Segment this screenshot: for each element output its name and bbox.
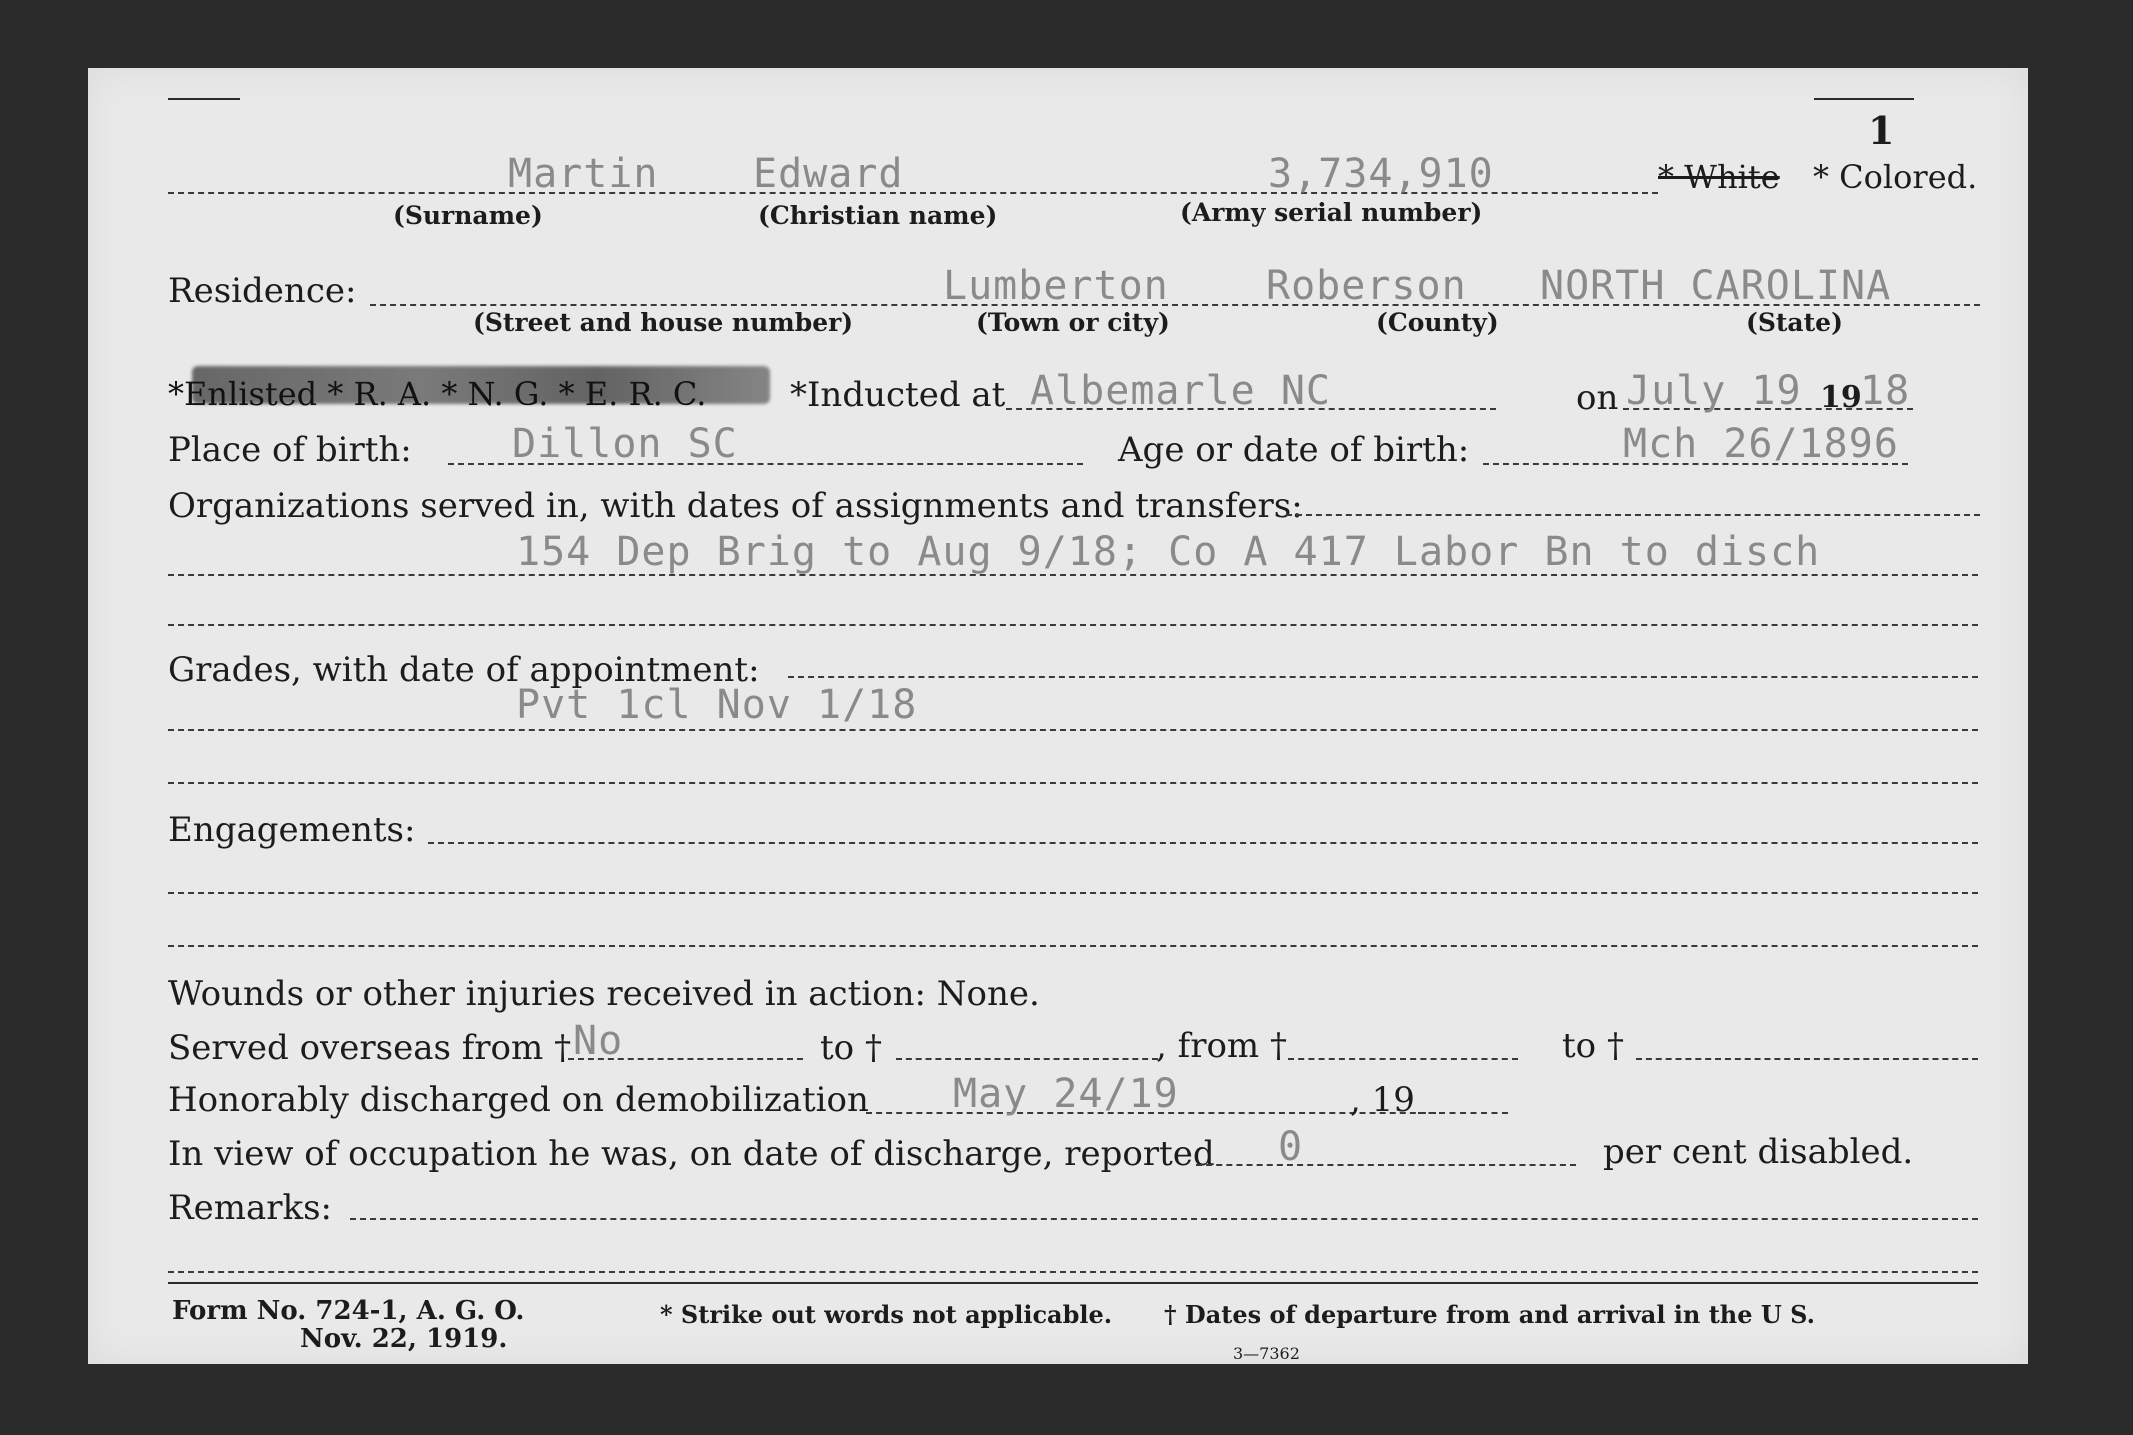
engagements-line-1 <box>428 842 1978 844</box>
strike-note: * Strike out words not applicable. <box>660 1300 1113 1329</box>
remarks-label: Remarks: <box>168 1188 332 1228</box>
inducted-year: 18 <box>1860 368 1911 414</box>
overseas-to-2: to † <box>1562 1026 1624 1066</box>
remarks-line-2 <box>168 1271 1978 1273</box>
residence-county: Roberson <box>1266 263 1467 309</box>
overseas-label: Served overseas from † <box>168 1028 572 1068</box>
overseas-from-2: , from † <box>1156 1026 1287 1066</box>
engagements-line-2 <box>168 892 1978 894</box>
grades-label: Grades, with date of appointment: <box>168 650 760 690</box>
street-caption: (Street and house number) <box>473 308 854 337</box>
footer-rule <box>168 1282 1978 1284</box>
organizations-line-1 <box>1286 514 1980 516</box>
overseas-value: No <box>573 1018 624 1064</box>
form-number: Form No. 724-1, A. G. O. <box>172 1296 525 1326</box>
birth-place: Dillon SC <box>512 421 738 467</box>
top-left-mark <box>168 98 240 100</box>
residence-town: Lumberton <box>943 263 1169 309</box>
overseas-to-line-1 <box>896 1058 1158 1060</box>
inducted-date: July 19 <box>1626 368 1802 414</box>
grades-line-1 <box>788 676 1978 678</box>
discharge-label: Honorably discharged on demobilization <box>168 1080 869 1120</box>
form-date: Nov. 22, 1919. <box>300 1324 508 1354</box>
grades-value: Pvt 1cl Nov 1/18 <box>516 682 918 728</box>
residence-label: Residence: <box>168 271 357 311</box>
birth-date: Mch 26/1896 <box>1623 421 1899 467</box>
county-caption: (County) <box>1376 308 1499 337</box>
organizations-value: 154 Dep Brig to Aug 9/18; Co A 417 Labor Bn to disch <box>516 529 1821 575</box>
serial-value: 3,734,910 <box>1268 151 1494 197</box>
disability-label: In view of occupation he was, on date of discharge, reported <box>168 1134 1215 1174</box>
record-card <box>88 68 2028 1364</box>
card-number: 1 <box>1868 108 1895 153</box>
town-caption: (Town or city) <box>976 308 1170 337</box>
remarks-line-1 <box>350 1218 1978 1220</box>
dates-note: † Dates of departure from and arrival in the U S. <box>1164 1300 1815 1329</box>
grades-line-3 <box>168 782 1978 784</box>
top-right-mark <box>1814 98 1914 100</box>
disability-line <box>1196 1164 1576 1166</box>
race-white: * White <box>1658 158 1780 196</box>
print-code: 3—7362 <box>1233 1344 1300 1363</box>
organizations-label: Organizations served in, with dates of assignments and transfers: <box>168 486 1303 526</box>
discharge-date: May 24/19 <box>953 1071 1179 1117</box>
age-label: Age or date of birth: <box>1118 430 1470 470</box>
surname-caption: (Surname) <box>393 201 543 230</box>
christian-caption: (Christian name) <box>758 201 998 230</box>
inducted-place: Albemarle NC <box>1030 368 1331 414</box>
grades-line-2 <box>168 729 1978 731</box>
birth-place-label: Place of birth: <box>168 430 412 470</box>
engagements-line-3 <box>168 945 1978 947</box>
overseas-from-line-2 <box>1288 1058 1518 1060</box>
overseas-to-line-2 <box>1636 1058 1978 1060</box>
disability-value: 0 <box>1278 1124 1304 1170</box>
on-label: on <box>1576 378 1619 418</box>
disability-suffix: per cent disabled. <box>1603 1132 1914 1172</box>
engagements-label: Engagements: <box>168 810 416 850</box>
inducted-label: *Inducted at <box>790 375 1006 415</box>
race-colored: * Colored. <box>1813 158 1978 196</box>
state-caption: (State) <box>1746 308 1843 337</box>
discharge-year-suffix: , 19 <box>1350 1080 1415 1120</box>
christian-name-value: Edward <box>753 151 904 197</box>
serial-caption: (Army serial number) <box>1180 198 1483 227</box>
overseas-to-1: to † <box>820 1028 882 1068</box>
organizations-line-3 <box>168 624 1978 626</box>
residence-state: NORTH CAROLINA <box>1540 263 1892 309</box>
wounds-label: Wounds or other injuries received in action: None. <box>168 974 1040 1014</box>
year-prefix: 19 <box>1820 380 1862 415</box>
service-options: *Enlisted * R. A. * N. G. * E. R. C. <box>168 375 707 413</box>
surname-value: Martin <box>508 151 659 197</box>
discharge-year-line <box>1418 1112 1508 1114</box>
